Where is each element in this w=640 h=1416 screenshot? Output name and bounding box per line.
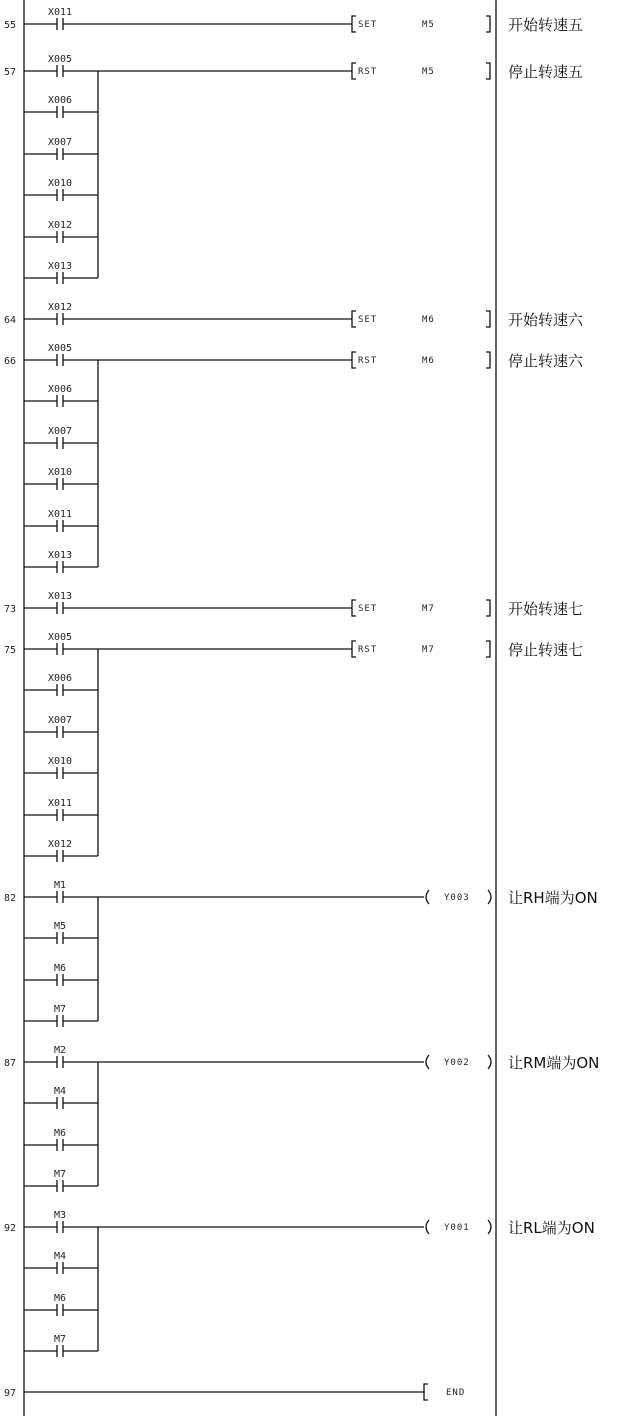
contact-label: M6 xyxy=(53,1128,67,1139)
step-number: 82 xyxy=(4,893,17,904)
contact-label: M7 xyxy=(53,1334,67,1345)
instruction-left-bracket xyxy=(352,352,356,368)
contact-label: M5 xyxy=(53,921,67,932)
instruction-right-bracket xyxy=(486,600,490,616)
rung-64 xyxy=(4,302,584,329)
instruction-right-bracket xyxy=(486,311,490,327)
end-left-bracket xyxy=(424,1384,428,1400)
rung-66 xyxy=(4,343,584,573)
contact-label: M1 xyxy=(53,880,67,891)
step-number: 92 xyxy=(4,1223,17,1234)
contact-label: X013 xyxy=(47,261,73,272)
contact-label: X010 xyxy=(47,178,73,189)
instruction-operand: M6 xyxy=(422,315,435,325)
instruction-right-bracket xyxy=(486,641,490,657)
rung-comment: 停止转速六 xyxy=(508,352,584,370)
rung-comment: 开始转速七 xyxy=(508,600,584,618)
contact-label: X013 xyxy=(47,550,73,561)
instruction-operand: M7 xyxy=(422,604,435,614)
rung-comment: 开始转速六 xyxy=(508,311,584,329)
contact-label: X007 xyxy=(47,426,73,437)
instruction-op: SET xyxy=(358,604,378,614)
step-number: 75 xyxy=(4,645,17,656)
instruction-op: SET xyxy=(358,20,378,30)
instruction-right-bracket xyxy=(486,16,490,32)
instruction-op: SET xyxy=(358,315,378,325)
instruction-operand: M7 xyxy=(422,645,435,655)
rung-comment: 让RM端为ON xyxy=(508,1054,600,1072)
instruction-operand: M5 xyxy=(422,20,435,30)
rung-87 xyxy=(4,1045,599,1192)
contact-label: X013 xyxy=(47,591,73,602)
contact-label: X006 xyxy=(47,384,73,395)
rung-comment: 让RH端为ON xyxy=(508,889,598,907)
instruction-left-bracket xyxy=(352,641,356,657)
step-number: 97 xyxy=(4,1388,17,1399)
contact-label: M6 xyxy=(53,963,67,974)
contact-label: M7 xyxy=(53,1004,67,1015)
contact-label: X012 xyxy=(47,839,73,850)
coil-left-arc xyxy=(426,1220,429,1234)
rung-97 xyxy=(4,1384,465,1400)
rung-comment: 让RL端为ON xyxy=(508,1219,595,1237)
step-number: 64 xyxy=(4,315,17,326)
end-instruction: END xyxy=(446,1388,466,1398)
step-number: 57 xyxy=(4,67,17,78)
step-number: 55 xyxy=(4,20,17,31)
coil-operand: Y001 xyxy=(444,1223,470,1233)
instruction-op: RST xyxy=(358,356,378,366)
contact-label: M4 xyxy=(53,1251,67,1262)
coil-right-arc xyxy=(488,1220,491,1234)
contact-label: X005 xyxy=(47,54,73,65)
contact-label: X007 xyxy=(47,137,73,148)
contact-label: X011 xyxy=(47,509,73,520)
rung-comment: 开始转速五 xyxy=(508,16,584,34)
instruction-left-bracket xyxy=(352,63,356,79)
contact-label: X006 xyxy=(47,95,73,106)
rung-82 xyxy=(4,880,598,1027)
instruction-left-bracket xyxy=(352,311,356,327)
rung-comment: 停止转速七 xyxy=(508,641,584,659)
coil-operand: Y003 xyxy=(444,893,470,903)
instruction-right-bracket xyxy=(486,63,490,79)
step-number: 66 xyxy=(4,356,17,367)
coil-right-arc xyxy=(488,890,491,904)
instruction-op: RST xyxy=(358,67,378,77)
rung-comment: 停止转速五 xyxy=(508,63,584,81)
contact-label: X005 xyxy=(47,632,73,643)
contact-label: M4 xyxy=(53,1086,67,1097)
step-number: 87 xyxy=(4,1058,17,1069)
instruction-left-bracket xyxy=(352,16,356,32)
instruction-operand: M6 xyxy=(422,356,435,366)
contact-label: X007 xyxy=(47,715,73,726)
step-number: 73 xyxy=(4,604,17,615)
contact-label: X012 xyxy=(47,302,73,313)
contact-label: X006 xyxy=(47,673,73,684)
contact-label: M2 xyxy=(53,1045,67,1056)
contact-label: X010 xyxy=(47,467,73,478)
contact-label: X011 xyxy=(47,7,73,18)
rung-92 xyxy=(4,1210,595,1357)
contact-label: M6 xyxy=(53,1293,67,1304)
instruction-op: RST xyxy=(358,645,378,655)
coil-left-arc xyxy=(426,890,429,904)
contact-label: M7 xyxy=(53,1169,67,1180)
contact-label: X005 xyxy=(47,343,73,354)
contact-label: M3 xyxy=(53,1210,67,1221)
coil-right-arc xyxy=(488,1055,491,1069)
instruction-operand: M5 xyxy=(422,67,435,77)
contact-label: X010 xyxy=(47,756,73,767)
contact-label: X012 xyxy=(47,220,73,231)
instruction-left-bracket xyxy=(352,600,356,616)
coil-operand: Y002 xyxy=(444,1058,470,1068)
contact-label: X011 xyxy=(47,798,73,809)
coil-left-arc xyxy=(426,1055,429,1069)
rungs-group xyxy=(4,7,599,1400)
instruction-right-bracket xyxy=(486,352,490,368)
